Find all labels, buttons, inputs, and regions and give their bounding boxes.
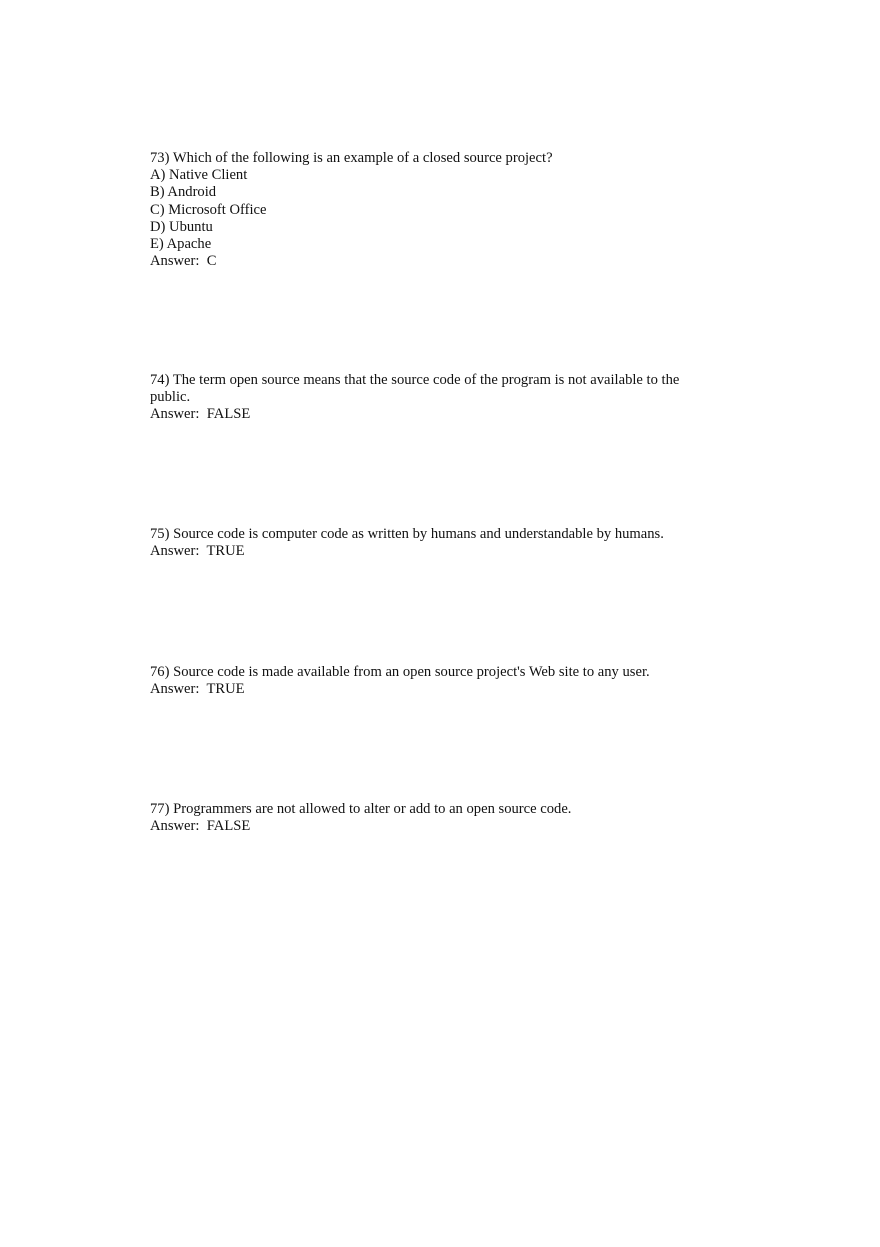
question-text: 77) Programmers are not allowed to alter or add to an open source code. <box>150 801 572 817</box>
option-a: A) Native Client <box>150 167 248 184</box>
question-76 <box>150 664 710 698</box>
question-text: 75) Source code is computer code as written by humans and understandable by humans. <box>150 526 664 542</box>
question-77 <box>150 801 710 835</box>
question-75 <box>150 526 710 560</box>
option-c: C) Microsoft Office <box>150 201 267 218</box>
option-b: B) Android <box>150 184 217 201</box>
answer-text: Answer: TRUE <box>150 681 245 698</box>
answer-text: Answer: C <box>150 253 217 270</box>
question-text: 74) The term open source means that the source code of the program is not available to the public. <box>150 372 684 406</box>
question-text: 76) Source code is made available from an open source project's Web site to any user. <box>150 664 650 680</box>
answer-text: Answer: TRUE <box>150 543 245 560</box>
answer-text: Answer: FALSE <box>150 818 251 835</box>
question-74 <box>150 372 710 424</box>
question-text: 73) Which of the following is an example of a closed source project? <box>150 150 553 166</box>
option-d: D) Ubuntu <box>150 218 213 235</box>
option-e: E) Apache <box>150 236 212 253</box>
answer-text: Answer: FALSE <box>150 406 251 423</box>
question-73 <box>150 150 710 270</box>
